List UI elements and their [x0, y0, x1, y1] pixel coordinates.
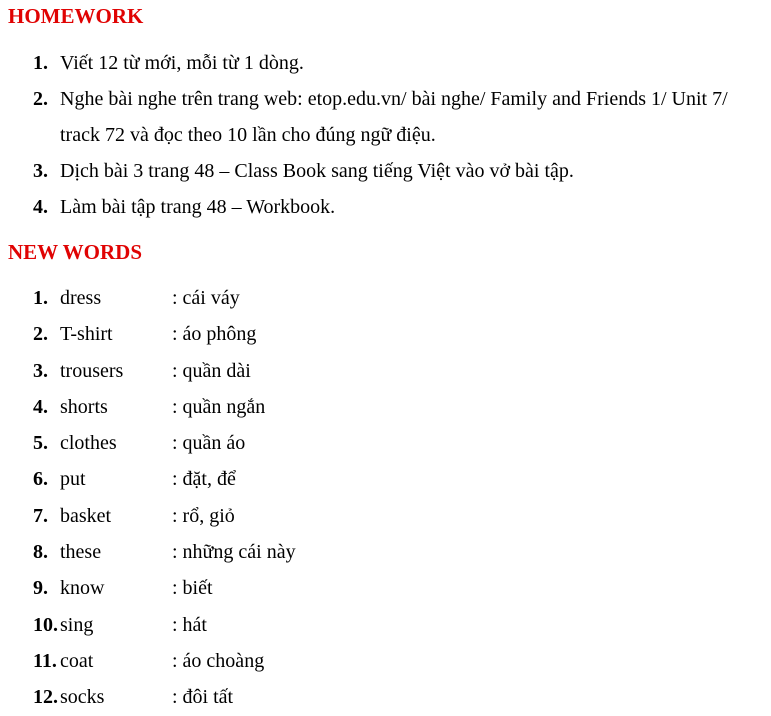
item-number: 11. [33, 649, 57, 672]
vocab-word: socks [60, 686, 105, 709]
vocab-word: these [60, 541, 102, 564]
homework-item-text: Làm bài tập trang 48 – Workbook. [60, 196, 336, 218]
vocab-list [8, 280, 763, 716]
vocab-translation: : rổ, giỏ [172, 504, 235, 527]
item-number: 1. [33, 287, 48, 309]
vocab-entry [8, 425, 763, 461]
homework-list [8, 45, 763, 225]
vocab-word: T-shirt [60, 323, 113, 346]
vocab-translation: : quần ngắn [172, 395, 266, 418]
vocab-entry [8, 389, 763, 425]
homework-item [8, 81, 763, 153]
vocab-word: sing [60, 613, 94, 636]
vocab-translation: : những cái này [172, 541, 296, 564]
vocab-entry [8, 316, 763, 352]
vocab-translation: : quần áo [172, 432, 246, 455]
item-number: 6. [33, 468, 48, 491]
item-number: 2. [33, 323, 48, 346]
item-number: 10. [33, 613, 58, 636]
homework-item [8, 45, 763, 81]
new-words-section-title: NEW WORDS [8, 240, 143, 264]
vocab-word: clothes [60, 432, 117, 455]
vocab-entry [8, 498, 763, 534]
vocab-translation: : biết [172, 577, 213, 600]
vocab-word: basket [60, 504, 112, 527]
vocab-translation: : quần dài [172, 359, 251, 382]
vocab-word: shorts [60, 395, 108, 418]
item-number: 2. [33, 88, 48, 110]
item-number: 3. [33, 160, 48, 182]
item-number: 7. [33, 504, 48, 527]
item-number: 8. [33, 541, 48, 564]
vocab-entry [8, 570, 763, 606]
homework-item [8, 189, 763, 225]
item-number: 3. [33, 359, 48, 382]
vocab-word: dress [60, 287, 102, 309]
homework-item-text: Viết 12 từ mới, mỗi từ 1 dòng. [60, 52, 304, 74]
vocab-translation: : cái váy [172, 287, 240, 309]
vocab-translation: : hát [172, 613, 207, 636]
homework-section-title: HOMEWORK [8, 4, 144, 28]
vocab-entry [8, 353, 763, 389]
vocab-entry [8, 461, 763, 497]
item-number: 9. [33, 577, 48, 600]
vocab-translation: : áo phông [172, 323, 257, 346]
vocab-translation: : áo choàng [172, 649, 265, 672]
vocab-entry [8, 534, 763, 570]
homework-item-text: Nghe bài nghe trên trang web: etop.edu.vn/ bài nghe/ Family and Friends 1/ Unit 7/ track 72 và đọc theo 10 lần cho đúng ngữ điệu. [60, 88, 728, 146]
vocab-word: know [60, 577, 105, 600]
item-number: 5. [33, 432, 48, 455]
item-number: 12. [33, 686, 58, 709]
homework-item-text: Dịch bài 3 trang 48 – Class Book sang tiếng Việt vào vở bài tập. [60, 160, 574, 182]
item-number: 1. [33, 52, 48, 74]
item-number: 4. [33, 196, 48, 218]
vocab-word: trousers [60, 359, 124, 382]
item-number: 4. [33, 395, 48, 418]
vocab-entry [8, 679, 763, 715]
homework-item [8, 153, 763, 189]
vocab-word: put [60, 468, 86, 491]
vocab-word: coat [60, 649, 94, 672]
vocab-translation: : đôi tất [172, 686, 234, 709]
vocab-entry [8, 607, 763, 643]
vocab-entry [8, 643, 763, 679]
vocab-entry [8, 280, 763, 316]
vocab-translation: : đặt, để [172, 468, 236, 491]
